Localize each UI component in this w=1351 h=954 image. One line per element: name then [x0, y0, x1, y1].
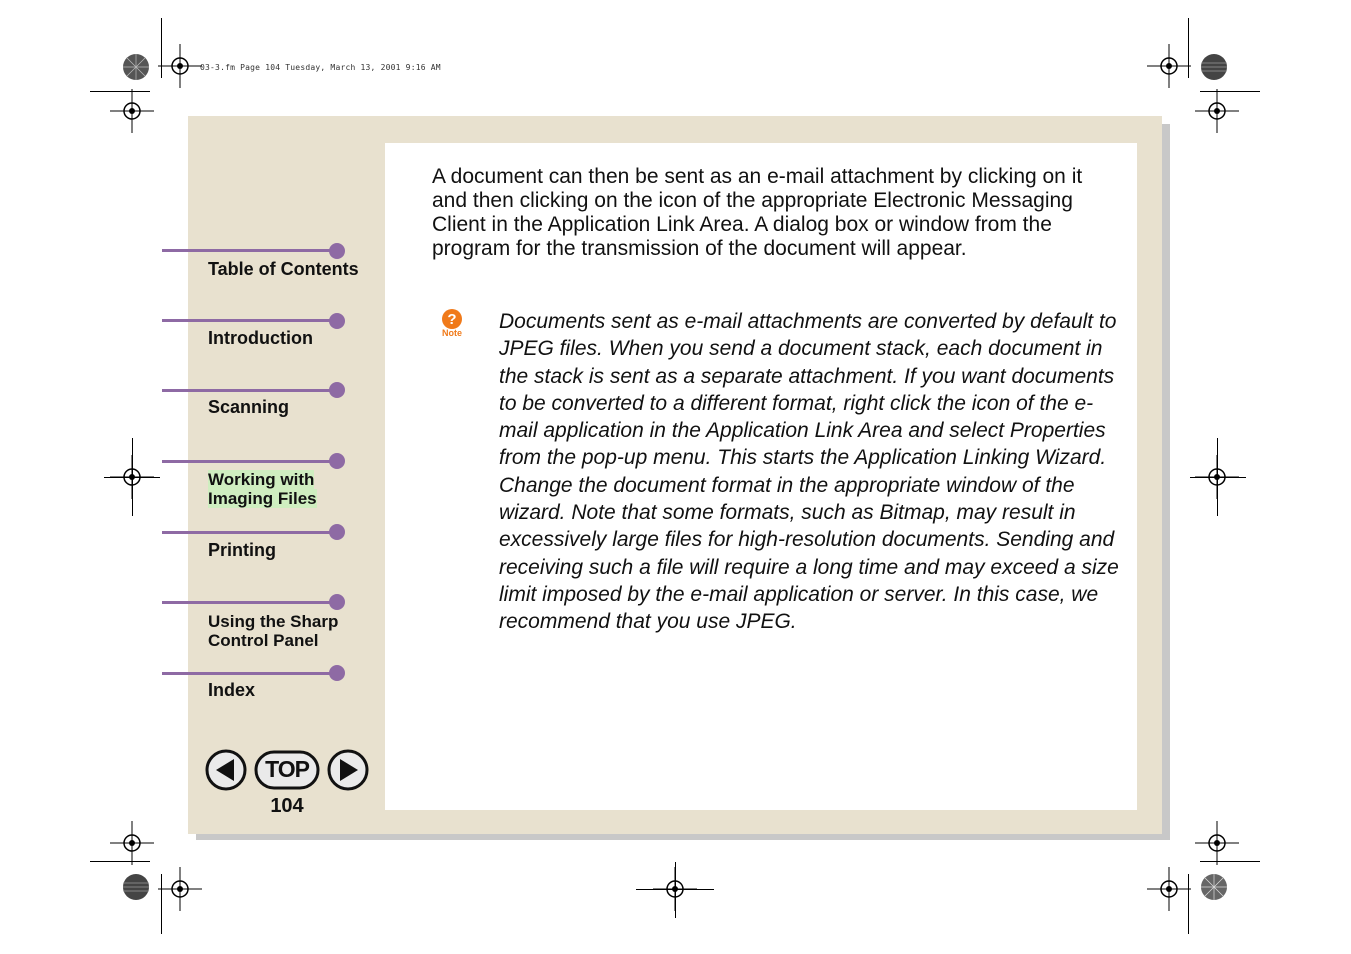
nav-bullet-icon: [329, 665, 345, 681]
next-page-button[interactable]: [327, 749, 369, 791]
nav-divider: [162, 319, 337, 322]
nav-label-current[interactable]: [208, 470, 317, 508]
registration-rosette-icon: [1200, 873, 1228, 901]
note-icon: [438, 308, 468, 342]
nav-divider: [162, 601, 337, 604]
registration-mark-icon: [1147, 44, 1191, 88]
registration-mark-icon: [1195, 821, 1239, 865]
top-button[interactable]: [254, 750, 320, 790]
registration-mark-icon: [110, 89, 154, 133]
registration-rosette-icon: [122, 873, 150, 901]
nav-divider: [162, 460, 337, 463]
registration-mark-icon: [158, 44, 202, 88]
nav-divider: [162, 531, 337, 534]
nav-bullet-icon: [329, 594, 345, 610]
nav-label[interactable]: Scanning: [208, 397, 290, 417]
nav-divider: [162, 672, 337, 675]
nav-divider: [162, 249, 337, 252]
registration-mark-icon: [1147, 867, 1191, 911]
registration-rosette-icon: [122, 53, 150, 81]
nav-bullet-icon: [329, 243, 345, 259]
nav-bullet-icon: [329, 313, 345, 329]
nav-label[interactable]: Index: [208, 680, 256, 700]
note-text: Documents sent as e-mail attachments are converted by default to JPEG files. When you send a document stack, each document in the stack is sent as a separate attachment. If you want documents to be converted to a different format, right click the icon of the e-mail application in the Application Link Area and select Properties from the pop-up menu. This starts the Application Linking Wizard. Change the document format in the appropriate window of the wizard. Note that some formats, such as Bitmap, may result in excessively large files for high-resolution documents. Sending and receiving such a file will require a long time and may exceed a size limit imposed by the e-mail application or server. In this case, we recommend that you use JPEG.: [499, 310, 1119, 634]
page-number: 104: [270, 795, 304, 817]
nav-label-line1: Using the Sharp: [208, 612, 339, 631]
note-icon-label: Note: [442, 328, 462, 338]
nav-label[interactable]: Introduction: [208, 328, 313, 348]
nav-label-line1: Working with: [208, 470, 315, 489]
nav-bullet-icon: [329, 382, 345, 398]
previous-page-button[interactable]: [205, 749, 247, 791]
top-button-label: TOP: [265, 756, 309, 782]
nav-bullet-icon: [329, 453, 345, 469]
nav-divider: [162, 389, 337, 392]
registration-mark-icon: [1195, 89, 1239, 133]
registration-mark-icon: [110, 821, 154, 865]
nav-label-line2: Control Panel: [208, 631, 319, 650]
previous-page-icon: [207, 751, 245, 789]
print-header: 03-3.fm Page 104 Tuesday, March 13, 2001 9:16 AM: [200, 63, 441, 72]
nav-bullet-icon: [329, 524, 345, 540]
svg-text:?: ?: [447, 311, 457, 328]
nav-label[interactable]: [208, 612, 338, 650]
nav-label[interactable]: Table of Contents: [208, 259, 359, 279]
body-paragraph: A document can then be sent as an e-mail attachment by clicking on it and then clicking on the icon of the appropriate Electronic Messaging Client in the Application Link Area. A dialog box or window from the program for the transmission of the document will appear.: [432, 165, 1083, 260]
nav-label[interactable]: Printing: [208, 540, 276, 560]
registration-mark-icon: [158, 867, 202, 911]
next-page-icon: [329, 751, 367, 789]
nav-label-line2: Imaging Files: [208, 489, 317, 508]
registration-rosette-icon: [1200, 53, 1228, 81]
